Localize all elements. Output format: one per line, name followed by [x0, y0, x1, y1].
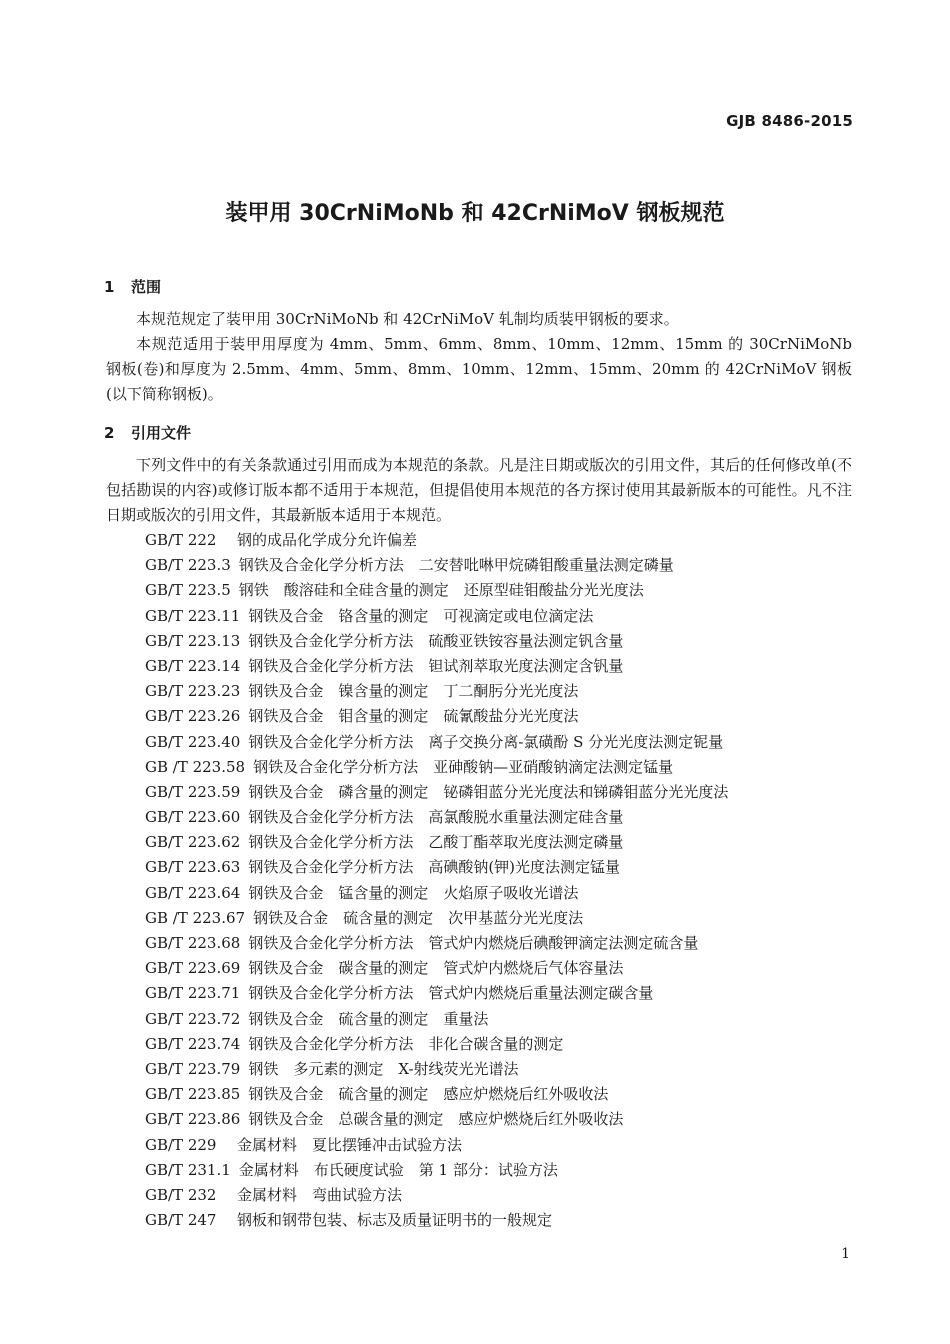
reference-item	[145, 906, 865, 931]
reference-item	[145, 704, 865, 729]
reference-item	[145, 805, 865, 830]
section-heading-scope	[104, 276, 161, 297]
section-number: 1	[104, 278, 115, 296]
reference-code: GB/T 223.62	[145, 833, 241, 852]
reference-title: 钢铁及合金 镍含量的测定 丁二酮肟分光光度法	[248, 682, 579, 701]
reference-item	[145, 755, 865, 780]
reference-title: 钢铁及合金 磷含量的测定 铋磷钼蓝分光光度法和锑磷钼蓝分光光度法	[248, 782, 729, 801]
reference-code: GB/T 223.68	[145, 934, 241, 952]
reference-item	[145, 1158, 865, 1183]
reference-title: 钢铁及合金 碳含量的测定 管式炉内燃烧后气体容量法	[248, 959, 624, 978]
reference-item	[145, 553, 865, 578]
reference-code: GB/T 223.13	[145, 631, 241, 650]
reference-title: 钢铁及合金化学分析方法 高碘酸钠(钾)光度法测定锰量	[248, 858, 621, 877]
reference-title: 钢铁及合金化学分析方法 管式炉内燃烧后重量法测定碳含量	[248, 984, 654, 1003]
reference-item	[145, 1183, 865, 1208]
page-number: 1	[841, 1246, 850, 1262]
reference-list	[145, 528, 865, 1233]
reference-title: 钢铁及合金化学分析方法 硫酸亚铁铵容量法测定钒含量	[248, 631, 624, 650]
reference-item	[145, 981, 865, 1006]
reference-item	[145, 855, 865, 880]
reference-title: 钢铁 酸溶硅和全硅含量的测定 还原型硅钼酸盐分光光度法	[238, 581, 644, 600]
reference-item	[145, 1007, 865, 1032]
reference-code: GB/T 223.72	[145, 1009, 241, 1028]
reference-code: GB/T 223.23	[145, 682, 241, 701]
section-heading-references	[104, 422, 191, 443]
reference-title: 金属材料 夏比摆锤冲击试验方法	[237, 1135, 463, 1154]
reference-title: 钢铁及合金 钼含量的测定 硫氰酸盐分光光度法	[248, 707, 579, 726]
reference-item	[145, 1133, 865, 1158]
reference-item	[145, 931, 865, 956]
reference-item	[145, 830, 865, 855]
reference-code: GB/T 223.74	[145, 1034, 241, 1053]
document-title: 装甲用 30CrNiMoNb 和 42CrNiMoV 钢板规范	[225, 201, 725, 226]
reference-title: 钢铁及合金化学分析方法 离子交换分离-氯磺酚 S 分光光度法测定铌量	[248, 732, 724, 751]
reference-code: GB/T 223.3	[145, 556, 231, 575]
reference-title: 钢铁及合金化学分析方法 非化合碳含量的测定	[248, 1034, 564, 1053]
reference-code: GB/T 223.86	[145, 1110, 241, 1129]
reference-item	[145, 528, 865, 553]
reference-code: GB/T 223.79	[145, 1059, 241, 1078]
reference-title: 钢铁及合金 硫含量的测定 重量法	[248, 1009, 489, 1028]
reference-code: GB/T 229	[145, 1135, 217, 1154]
document-code: GJB 8486-2015	[726, 112, 853, 130]
reference-item	[145, 629, 865, 654]
reference-item	[145, 604, 865, 629]
reference-title: 钢铁及合金 硫含量的测定 感应炉燃烧后红外吸收法	[248, 1085, 609, 1104]
reference-title: 钢铁及合金化学分析方法 管式炉内燃烧后碘酸钾滴定法测定硫含量	[248, 934, 699, 952]
reference-item	[145, 1057, 865, 1082]
reference-code: GB/T 222	[145, 531, 217, 549]
reference-title: 钢铁及合金化学分析方法 高氯酸脱水重量法测定硅含量	[248, 808, 624, 827]
reference-code: GB/T 223.59	[145, 782, 241, 801]
reference-item	[145, 1032, 865, 1057]
reference-code: GB /T 223.58	[145, 757, 246, 776]
reference-item	[145, 578, 865, 603]
reference-code: GB/T 223.69	[145, 959, 241, 978]
reference-code: GB/T 223.64	[145, 883, 241, 902]
reference-title: 钢铁 多元素的测定 X-射线荧光光谱法	[248, 1059, 519, 1078]
section-title: 引用文件	[131, 424, 192, 442]
reference-item	[145, 654, 865, 679]
references-intro-paragraph: 下列文件中的有关条款通过引用而成为本规范的条款。凡是注日期或版次的引用文件，其后的任何修改单(不包括勘误的内容)或修订版本都不适用于本规范，但提倡使用本规范的各方探讨使用其最新版本的可能性。凡不注日期或版次的引用文件，其最新版本适用于本规范。	[106, 456, 852, 524]
reference-code: GB/T 223.14	[145, 656, 241, 675]
reference-item	[145, 956, 865, 981]
reference-title: 钢板和钢带包装、标志及质量证明书的一般规定	[237, 1211, 553, 1230]
scope-paragraph-2: 本规范适用于装甲用厚度为 4mm、5mm、6mm、8mm、10mm、12mm、15mm 的 30CrNiMoNb 钢板(卷)和厚度为 2.5mm、4mm、5mm、8mm、10mm、12mm、15mm、20mm 的 42CrNiMoV 钢板(以下简称钢板)。	[106, 335, 852, 403]
reference-code: GB/T 223.71	[145, 984, 241, 1003]
reference-code: GB/T 231.1	[145, 1160, 231, 1179]
reference-code: GB/T 223.85	[145, 1085, 241, 1104]
reference-title: 钢铁及合金 总碳含量的测定 感应炉燃烧后红外吸收法	[248, 1110, 624, 1129]
reference-item	[145, 1208, 865, 1233]
reference-item	[145, 1082, 865, 1107]
reference-title: 钢铁及合金化学分析方法 亚砷酸钠—亚硝酸钠滴定法测定锰量	[253, 757, 674, 776]
reference-item	[145, 881, 865, 906]
reference-title: 钢铁及合金 硫含量的测定 次甲基蓝分光光度法	[253, 908, 584, 927]
reference-item	[145, 780, 865, 805]
reference-code: GB/T 223.26	[145, 707, 241, 726]
scope-paragraph-1: 本规范规定了装甲用 30CrNiMoNb 和 42CrNiMoV 轧制均质装甲钢板的要求。	[136, 310, 679, 328]
reference-item	[145, 1107, 865, 1132]
reference-code: GB/T 223.11	[145, 606, 241, 625]
reference-title: 钢铁及合金 铬含量的测定 可视滴定或电位滴定法	[248, 606, 594, 625]
reference-item	[145, 730, 865, 755]
reference-title: 钢铁及合金化学分析方法 钽试剂萃取光度法测定含钒量	[248, 656, 624, 675]
reference-code: GB/T 223.40	[145, 732, 241, 751]
reference-title: 钢铁及合金化学分析方法 二安替吡啉甲烷磷钼酸重量法测定磷量	[238, 556, 674, 575]
reference-item	[145, 679, 865, 704]
reference-code: GB /T 223.67	[145, 908, 246, 927]
reference-title: 钢铁及合金 锰含量的测定 火焰原子吸收光谱法	[248, 883, 579, 902]
section-number: 2	[104, 424, 115, 442]
reference-code: GB/T 247	[145, 1211, 217, 1230]
reference-code: GB/T 223.60	[145, 808, 241, 827]
section-title: 范围	[131, 278, 162, 296]
reference-title: 金属材料 弯曲试验方法	[237, 1185, 403, 1204]
reference-title: 钢的成品化学成分允许偏差	[237, 531, 418, 549]
reference-code: GB/T 223.5	[145, 581, 231, 600]
reference-title: 金属材料 布氏硬度试验 第 1 部分：试验方法	[238, 1160, 558, 1179]
reference-code: GB/T 223.63	[145, 858, 241, 877]
reference-title: 钢铁及合金化学分析方法 乙酸丁酯萃取光度法测定磷量	[248, 833, 624, 852]
reference-code: GB/T 232	[145, 1185, 217, 1204]
